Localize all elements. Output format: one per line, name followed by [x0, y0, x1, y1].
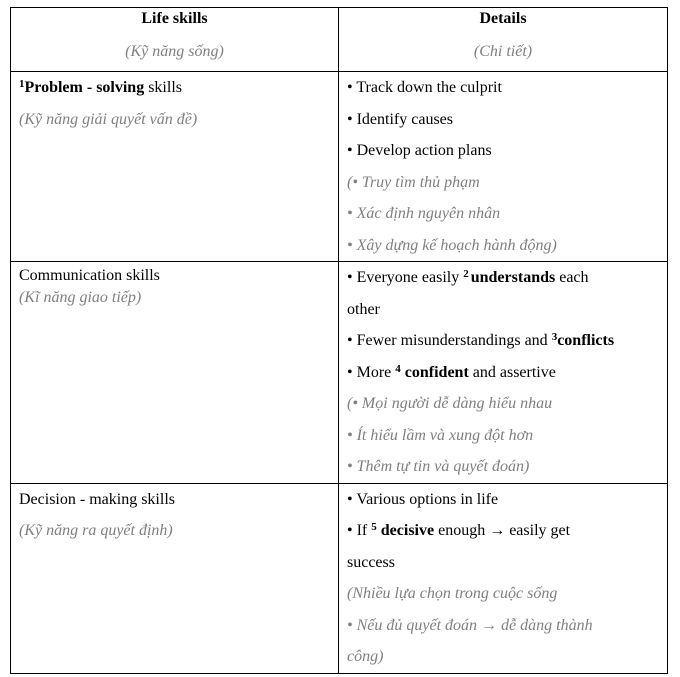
header-subtitle: (Chi tiết): [473, 42, 533, 60]
skill-translation: (Kỹ năng giải quyết vấn đề): [19, 110, 198, 128]
detail-translation: • Nếu đủ quyết đoán → dễ dàng thành: [347, 616, 593, 634]
detail-text: • Everyone easily: [347, 269, 464, 286]
detail-item: [347, 357, 659, 389]
detail-item: • Track down the culprit: [347, 79, 502, 96]
detail-text: and assertive: [468, 363, 556, 381]
skill-cell-decision-making: [11, 483, 339, 673]
header-details: [339, 8, 668, 72]
detail-item: [347, 262, 659, 294]
table-row: [11, 262, 668, 484]
keyword: decisive: [376, 522, 435, 539]
detail-item: • Develop action plans: [347, 142, 492, 159]
keyword: confident: [400, 363, 469, 381]
detail-translation: • Xác định nguyên nhân: [347, 205, 501, 222]
footnote-number: 3: [551, 331, 558, 343]
detail-item-continuation: success: [347, 553, 395, 571]
detail-text: enough → easily get: [434, 522, 571, 539]
detail-translation: công): [347, 648, 384, 665]
footnote-number: 4: [395, 362, 401, 375]
header-title: Life skills: [141, 10, 208, 27]
details-cell-problem-solving: [339, 72, 668, 262]
table-header-row: [11, 8, 668, 72]
header-life-skills: [11, 8, 339, 72]
detail-text: • If: [347, 522, 372, 539]
footnote-number: 1: [19, 78, 25, 90]
header-subtitle: (Kỹ năng sống): [125, 42, 224, 60]
keyword: understands: [470, 269, 556, 286]
detail-item-continuation: other: [347, 300, 380, 318]
header-title: Details: [479, 10, 527, 27]
skill-name-rest: skills: [144, 79, 182, 96]
skill-cell-problem-solving: [11, 72, 339, 262]
detail-item: • Various options in life: [347, 490, 499, 508]
skill-name: Decision - making skills: [19, 490, 175, 508]
footnote-number: 5: [371, 521, 377, 533]
detail-translation: • Xây dựng kế hoạch hành động): [347, 236, 557, 254]
table-row: [11, 483, 668, 673]
detail-translation: • Ít hiểu lầm và xung đột hơn: [347, 426, 534, 444]
skill-translation: (Kỹ năng ra quyết định): [19, 522, 173, 539]
detail-translation: (• Mọi người dễ dàng hiểu nhau: [347, 395, 553, 412]
keyword: conflicts: [557, 332, 615, 349]
detail-item: • Identify causes: [347, 110, 454, 128]
detail-item: [347, 325, 659, 357]
detail-item: [347, 515, 659, 547]
detail-text: • More: [347, 363, 396, 381]
detail-text: • Fewer misunderstandings and: [347, 332, 552, 349]
table-row: [11, 72, 668, 262]
details-cell-decision-making: [339, 483, 668, 673]
skill-name: Communication skills: [19, 267, 160, 284]
skill-name-bold: Problem - solving: [24, 79, 145, 96]
detail-translation: (Nhiều lựa chọn trong cuộc sống: [347, 585, 558, 602]
detail-translation: • Thêm tự tin và quyết đoán): [347, 458, 530, 475]
skill-name: [19, 72, 330, 104]
detail-translation: (• Truy tìm thủ phạm: [347, 173, 480, 191]
skill-cell-communication: [11, 262, 339, 484]
footnote-number: 2: [463, 268, 469, 280]
life-skills-table: [10, 7, 668, 674]
skill-translation: (Kĩ năng giao tiếp): [19, 289, 142, 306]
details-cell-communication: [339, 262, 668, 484]
detail-text: each: [555, 269, 589, 286]
